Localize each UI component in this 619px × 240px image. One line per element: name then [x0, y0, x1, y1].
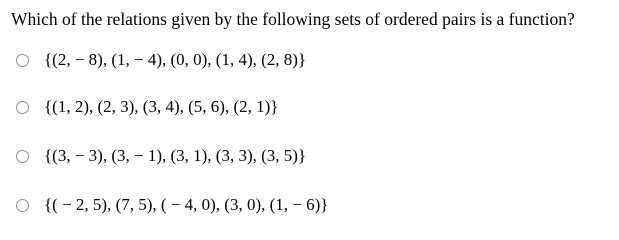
answer-option-3-label: {(3, − 3), (3, − 1), (3, 1), (3, 3), (3, 5)} — [44, 146, 307, 165]
radio-button-4[interactable] — [16, 199, 29, 212]
answer-option-1-label: {(2, − 8), (1, − 4), (0, 0), (1, 4), (2, 8)} — [44, 50, 307, 69]
answer-option-2-label: {(1, 2), (2, 3), (3, 4), (5, 6), (2, 1)} — [44, 97, 279, 116]
radio-button-1[interactable] — [16, 54, 29, 67]
answer-option-1[interactable] — [16, 48, 306, 72]
answer-option-4[interactable] — [16, 193, 328, 217]
question-text: Which of the relations given by the following sets of ordered pairs is a function? — [11, 9, 575, 29]
radio-button-2[interactable] — [16, 101, 29, 114]
radio-button-3[interactable] — [16, 150, 29, 163]
answer-option-4-label: {( − 2, 5), (7, 5), ( − 4, 0), (3, 0), (1, − 6)} — [44, 195, 329, 214]
answer-option-2[interactable] — [16, 95, 278, 119]
answer-option-3[interactable] — [16, 144, 306, 168]
